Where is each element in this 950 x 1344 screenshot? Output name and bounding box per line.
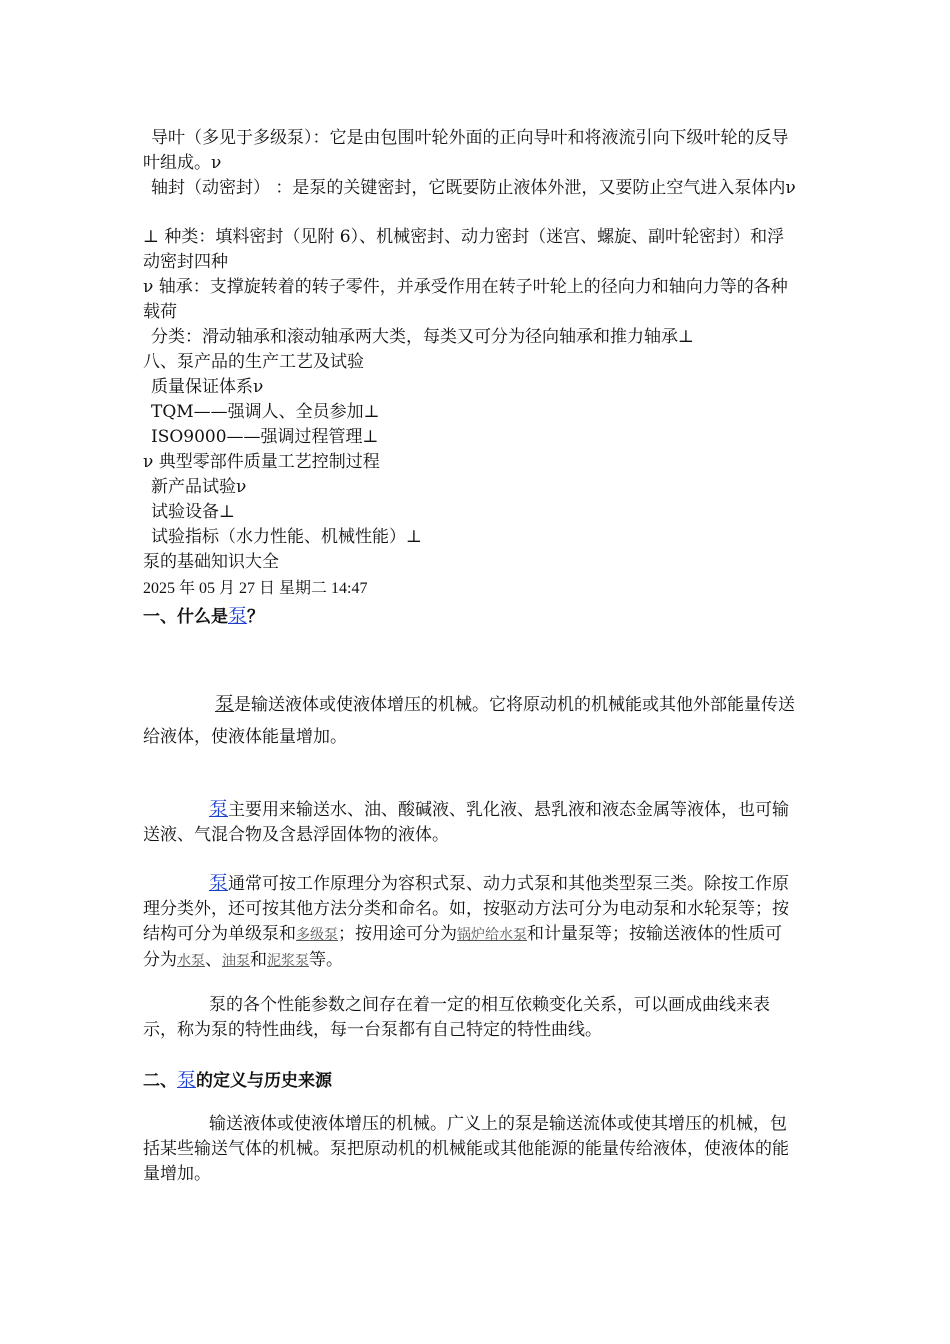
text-line-test-equipment: 试验设备⊥ (151, 502, 235, 522)
water-pump-link[interactable]: 水泵 (177, 953, 205, 969)
text-line-test-indicators: 试验指标（水力性能、机械性能）⊥ (151, 527, 422, 547)
document-title: 泵的基础知识大全 (143, 552, 279, 572)
pump-link[interactable]: 泵 (177, 1069, 197, 1091)
text-line-new-product-test: 新产品试验ν (151, 477, 247, 497)
paragraph-classification (143, 871, 798, 974)
text-line-iso9000: ISO9000——强调过程管理⊥ (151, 427, 379, 447)
boiler-feed-pump-link[interactable]: 锅炉给水泵 (457, 927, 527, 943)
pump-link[interactable]: 泵 (209, 798, 229, 820)
oil-pump-link[interactable]: 油泵 (222, 953, 250, 969)
text-line-tqm: TQM——强调人、全员参加⊥ (151, 402, 380, 422)
slurry-pump-link[interactable]: 泥浆泵 (267, 953, 309, 969)
paragraph-text: 和 (250, 950, 267, 970)
paragraph-text: 、 (205, 950, 222, 970)
paragraph-text: 主要用来输送水、油、酸碱液、乳化液、悬乳液和液态金属等液体，也可输送液、气混合物及含悬浮固体物的液体。 (143, 800, 790, 845)
heading-prefix: 一、什么是 (143, 607, 228, 627)
text-line-parts-control: ν 典型零部件质量工艺控制过程 (143, 452, 380, 472)
pump-link[interactable]: 泵 (209, 872, 229, 894)
paragraph-characteristic-curve (143, 993, 798, 1043)
paragraph-usage (143, 797, 798, 848)
timestamp: 2025 年 05 月 27 日 星期二 14:47 (143, 580, 368, 597)
paragraph-broad-definition (143, 1112, 798, 1187)
heading-prefix: 二、 (143, 1071, 177, 1091)
text-line-quality-system: 质量保证体系ν (151, 377, 264, 397)
paragraph-text: 是输送液体或使液体增压的机械。它将原动机的机械能或其他外部能量传送给液体，使液体能量增加。 (143, 695, 796, 747)
text-line-bearing: ν 轴承：支撑旋转着的转子零件，并承受作用在转子叶轮上的径向力和轴向力等的各种载荷 (143, 277, 788, 322)
paragraph-text: 泵的各个性能参数之间存在着一定的相互依赖变化关系，可以画成曲线来表示，称为泵的特性曲线，每一台泵都有自己特定的特性曲线。 (143, 995, 770, 1040)
text-line-guide-vane: 导叶（多见于多级泵）：它是由包围叶轮外面的正向导叶和将液流引向下级叶轮的反导叶组成。ν (143, 128, 789, 173)
heading-suffix: ？ (247, 607, 265, 627)
text-line-seal-types: ⊥ 种类：填料密封（见附 6）、机械密封、动力密封（迷宫、螺旋、副叶轮密封）和浮动密封四种 (143, 227, 785, 272)
text-line-section-eight: 八、泵产品的生产工艺及试验 (143, 352, 364, 372)
paragraph-text: ；按用途可分为 (338, 924, 457, 944)
paragraph-text: 输送液体或使液体增压的机械。广义上的泵是输送流体或使其增压的机械，包括某些输送气体的机械。泵把原动机的机械能或其他能源的能量传给液体，使液体的能量增加。 (143, 1114, 789, 1184)
heading-suffix: 的定义与历史来源 (196, 1071, 333, 1091)
paragraph-text: 和计量泵等；按输送液体的性质可分为 (143, 924, 782, 970)
pump-link[interactable]: 泵 (215, 693, 235, 715)
paragraph-text: 通常可按工作原理分为容积式泵、动力式泵和其他类型泵三类。除按工作原理分类外，还可按其他方法分类和命名。如，按驱动方法可分为电动泵和水轮泵等；按结构可分为单级泵和 (143, 874, 790, 944)
paragraph-text: 等。 (309, 950, 343, 970)
text-line-shaft-seal: 轴封（动密封） ：是泵的关键密封，它既要防止液体外泄，又要防止空气进入泵体内ν (151, 178, 796, 198)
paragraph-definition (143, 688, 798, 753)
section-heading-what-is-pump (143, 601, 264, 628)
section-heading-definition-history (143, 1065, 332, 1092)
multistage-pump-link[interactable]: 多级泵 (296, 927, 338, 943)
text-line-bearing-class: 分类：滑动轴承和滚动轴承两大类，每类又可分为径向轴承和推力轴承⊥ (151, 327, 694, 347)
pump-link[interactable]: 泵 (228, 605, 248, 627)
